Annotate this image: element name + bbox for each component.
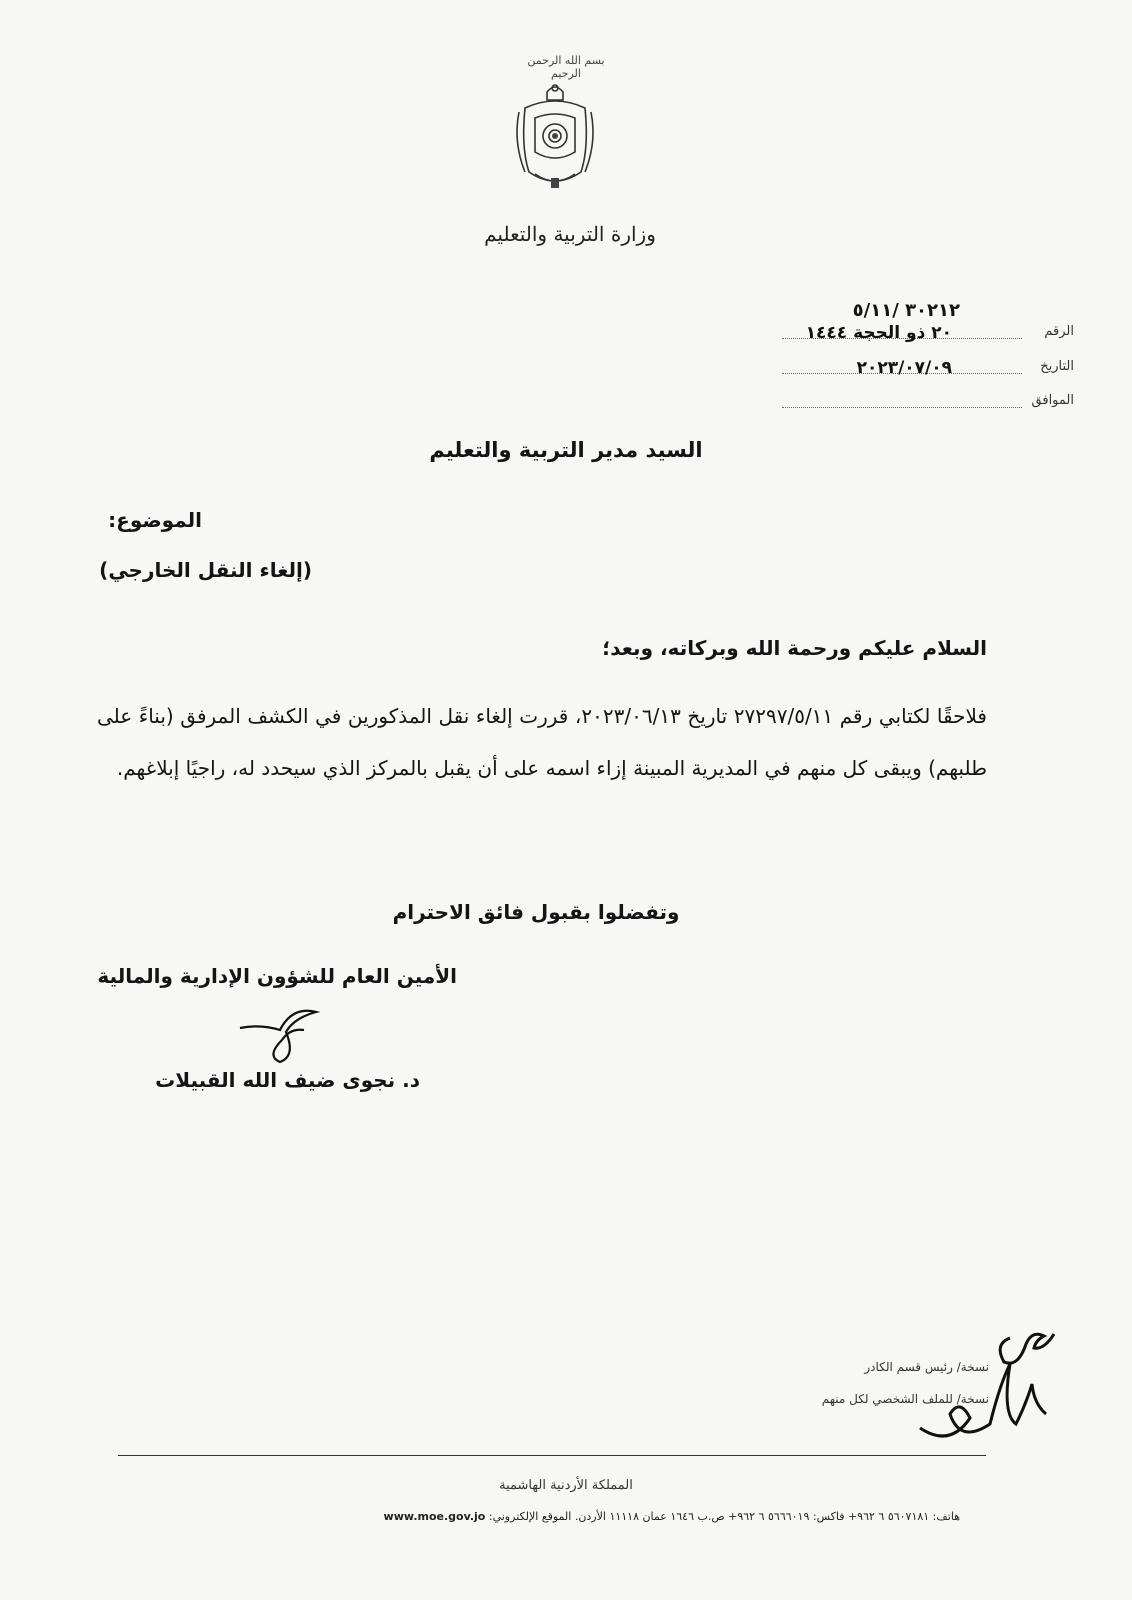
greeting: السلام عليكم ورحمة الله وبركاته، وبعد؛ (602, 636, 987, 660)
copy-line-1: نسخة/ رئيس قسم الكادر (864, 1360, 989, 1374)
recipient: السيد مدير التربية والتعليم (429, 438, 703, 462)
subject-text: (إلغاء النقل الخارجي) (99, 558, 312, 582)
footer-kingdom: المملكة الأردنية الهاشمية (499, 1478, 633, 1493)
footer-divider (118, 1455, 986, 1456)
date-row (774, 355, 1074, 379)
corresponding-line (782, 393, 1022, 408)
corresponding-row (774, 389, 1074, 413)
footer-website[interactable]: www.moe.gov.jo (383, 1510, 486, 1523)
date-line (782, 358, 1022, 378)
number-row (774, 320, 1074, 344)
basmala: بسم الله الرحمن الرحيم (527, 54, 605, 80)
copy-line-2: نسخة/ للملف الشخصي لكل منهم (821, 1392, 989, 1406)
footer-contact (180, 1510, 960, 1523)
subject-label: الموضوع: (108, 508, 202, 532)
number-line (782, 323, 1022, 343)
coat-of-arms-icon (505, 78, 605, 198)
date-label: التاريخ (1040, 359, 1074, 374)
signatory-title: الأمين العام للشؤون الإدارية والمالية (97, 964, 457, 988)
gregorian-date: ٢٠٢٣/٠٧/٠٩ (856, 358, 952, 378)
corresponding-label: الموافق (1031, 393, 1074, 408)
initials-mark-icon (880, 1318, 1080, 1458)
signature-icon (238, 1000, 338, 1070)
closing: وتفضلوا بقبول فائق الاحترام (392, 900, 680, 924)
hijri-date: ٢٠ ذو الحجة ١٤٤٤ (805, 323, 952, 343)
number-label: الرقم (1044, 324, 1074, 339)
signatory-name: د. نجوى ضيف الله القبيلات (155, 1068, 420, 1092)
footer-contact-text: هاتف: ٥٦٠٧١٨١ ٦ ٩٦٢+ فاكس: ٥٦٦٦٠١٩ ٦ ٩٦٢+ ص.ب ١٦٤٦ عمان ١١١١٨ الأردن. الموقع الإلكتروني: (488, 1510, 960, 1523)
reference-number: ٣٠٢١٢ /٥/١١ (852, 300, 960, 321)
letter-body: فلاحقًا لكتابي رقم ٢٧٢٩٧/٥/١١ تاريخ ٢٠٢٣/٠٦/١٣، قررت إلغاء نقل المذكورين في الكشف المرفق (بناءً على طلبهم) ويبقى كل منهم في المديرية المبينة إزاء اسمه على أن يقبل بالمركز الذي سيحدد له، راجيًا إبلاغهم. (97, 704, 987, 780)
ministry-name: وزارة التربية والتعليم (484, 222, 656, 246)
